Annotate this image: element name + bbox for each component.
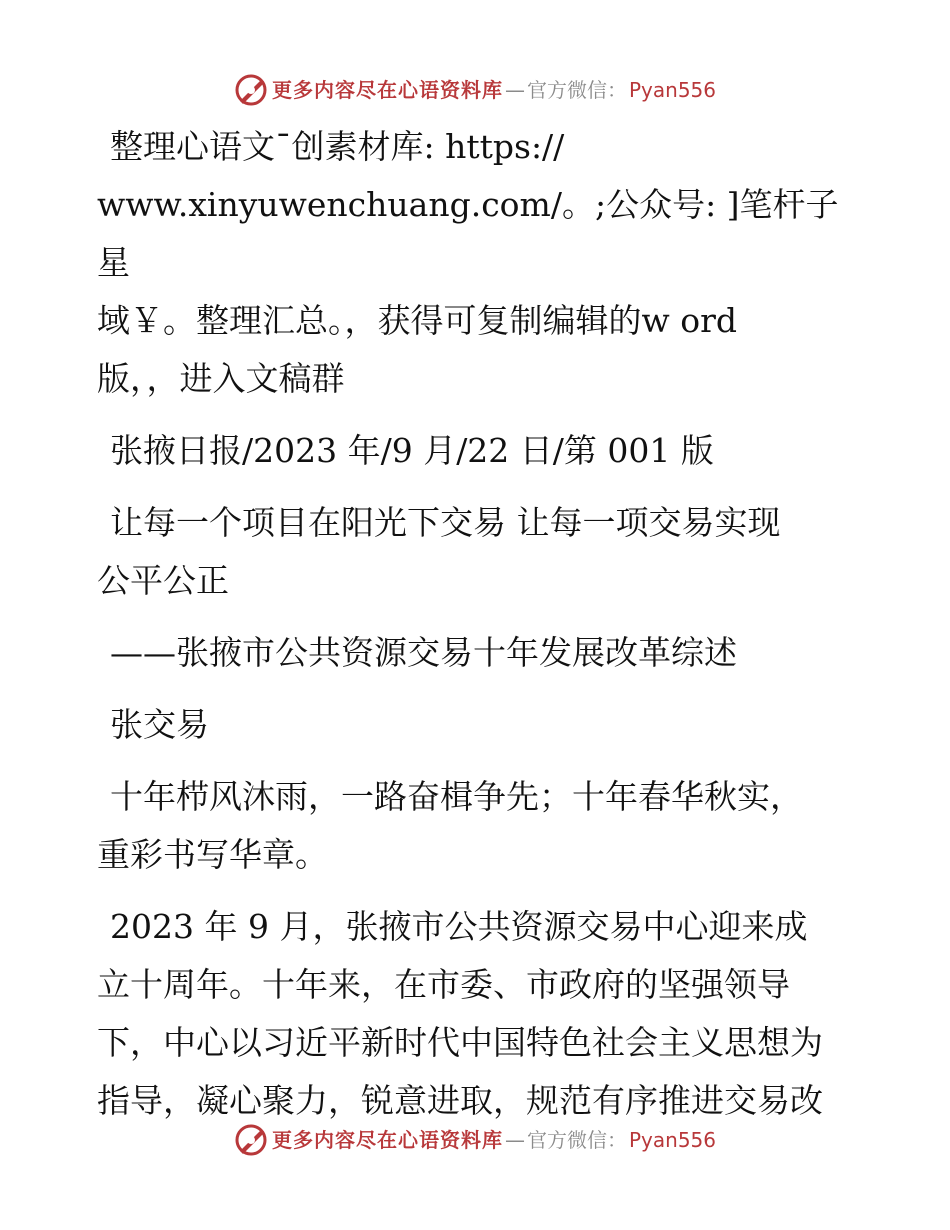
intro-paragraph (97, 118, 857, 408)
banner-wechat-label: 官方微信： (526, 1128, 627, 1152)
intro-line: www.xinyuwenchuang.com/。;公众号: ]笔杆子星 (97, 185, 839, 282)
article-title (97, 494, 857, 610)
title-line: 让每一个项目在阳光下交易 让每一项交易实现 (110, 503, 781, 542)
subtitle-text: ——张掖市公共资源交易十年发展改革综述 (110, 633, 737, 672)
pen-logo-icon (234, 1123, 268, 1157)
banner-wechat-handle: Pyan556 (628, 78, 716, 102)
footer-watermark-banner (0, 1120, 950, 1160)
body-paragraph (97, 768, 857, 884)
paragraph-line: 重彩书写华章。 (97, 835, 328, 874)
body-paragraph (97, 898, 857, 1130)
author-text: 张交易 (110, 705, 209, 744)
paragraph-line: 下，中心以习近平新时代中国特色社会主义思想为 (97, 1023, 823, 1062)
paragraph-line: 十年栉风沐雨，一路奋楫争先；十年春华秋实， (110, 777, 803, 816)
banner-wechat-label: 官方微信： (526, 78, 627, 102)
intro-line: 域￥。整理汇总。，获得可复制编辑的w ord (97, 301, 738, 340)
dateline-text: 张掖日报/2023 年/9 月/22 日/第 001 版 (110, 431, 714, 470)
paragraph-line: 2023 年 9 月，张掖市公共资源交易中心迎来成 (110, 907, 808, 946)
paragraph-line: 指导，凝心聚力，锐意进取，规范有序推进交易改 (97, 1081, 823, 1120)
banner-wechat-handle: Pyan556 (628, 1128, 716, 1152)
paragraph-line: 立十周年。十年来，在市委、市政府的坚强领导 (97, 965, 790, 1004)
banner-dash: — (504, 78, 525, 102)
intro-line: 整理心语文¯创素材库: https:// (110, 127, 565, 166)
banner-dash: — (504, 1128, 525, 1152)
header-watermark-banner (0, 70, 950, 110)
article-subtitle (97, 624, 857, 682)
document-body (97, 118, 857, 1144)
dateline (97, 422, 857, 480)
pen-logo-icon (234, 73, 268, 107)
author-byline (97, 696, 857, 754)
banner-promo-text: 更多内容尽在心语资料库 (271, 1128, 503, 1152)
title-line: 公平公正 (97, 561, 229, 600)
banner-promo-text: 更多内容尽在心语资料库 (271, 78, 503, 102)
intro-line: 版，，进入文稿群 (97, 359, 345, 398)
